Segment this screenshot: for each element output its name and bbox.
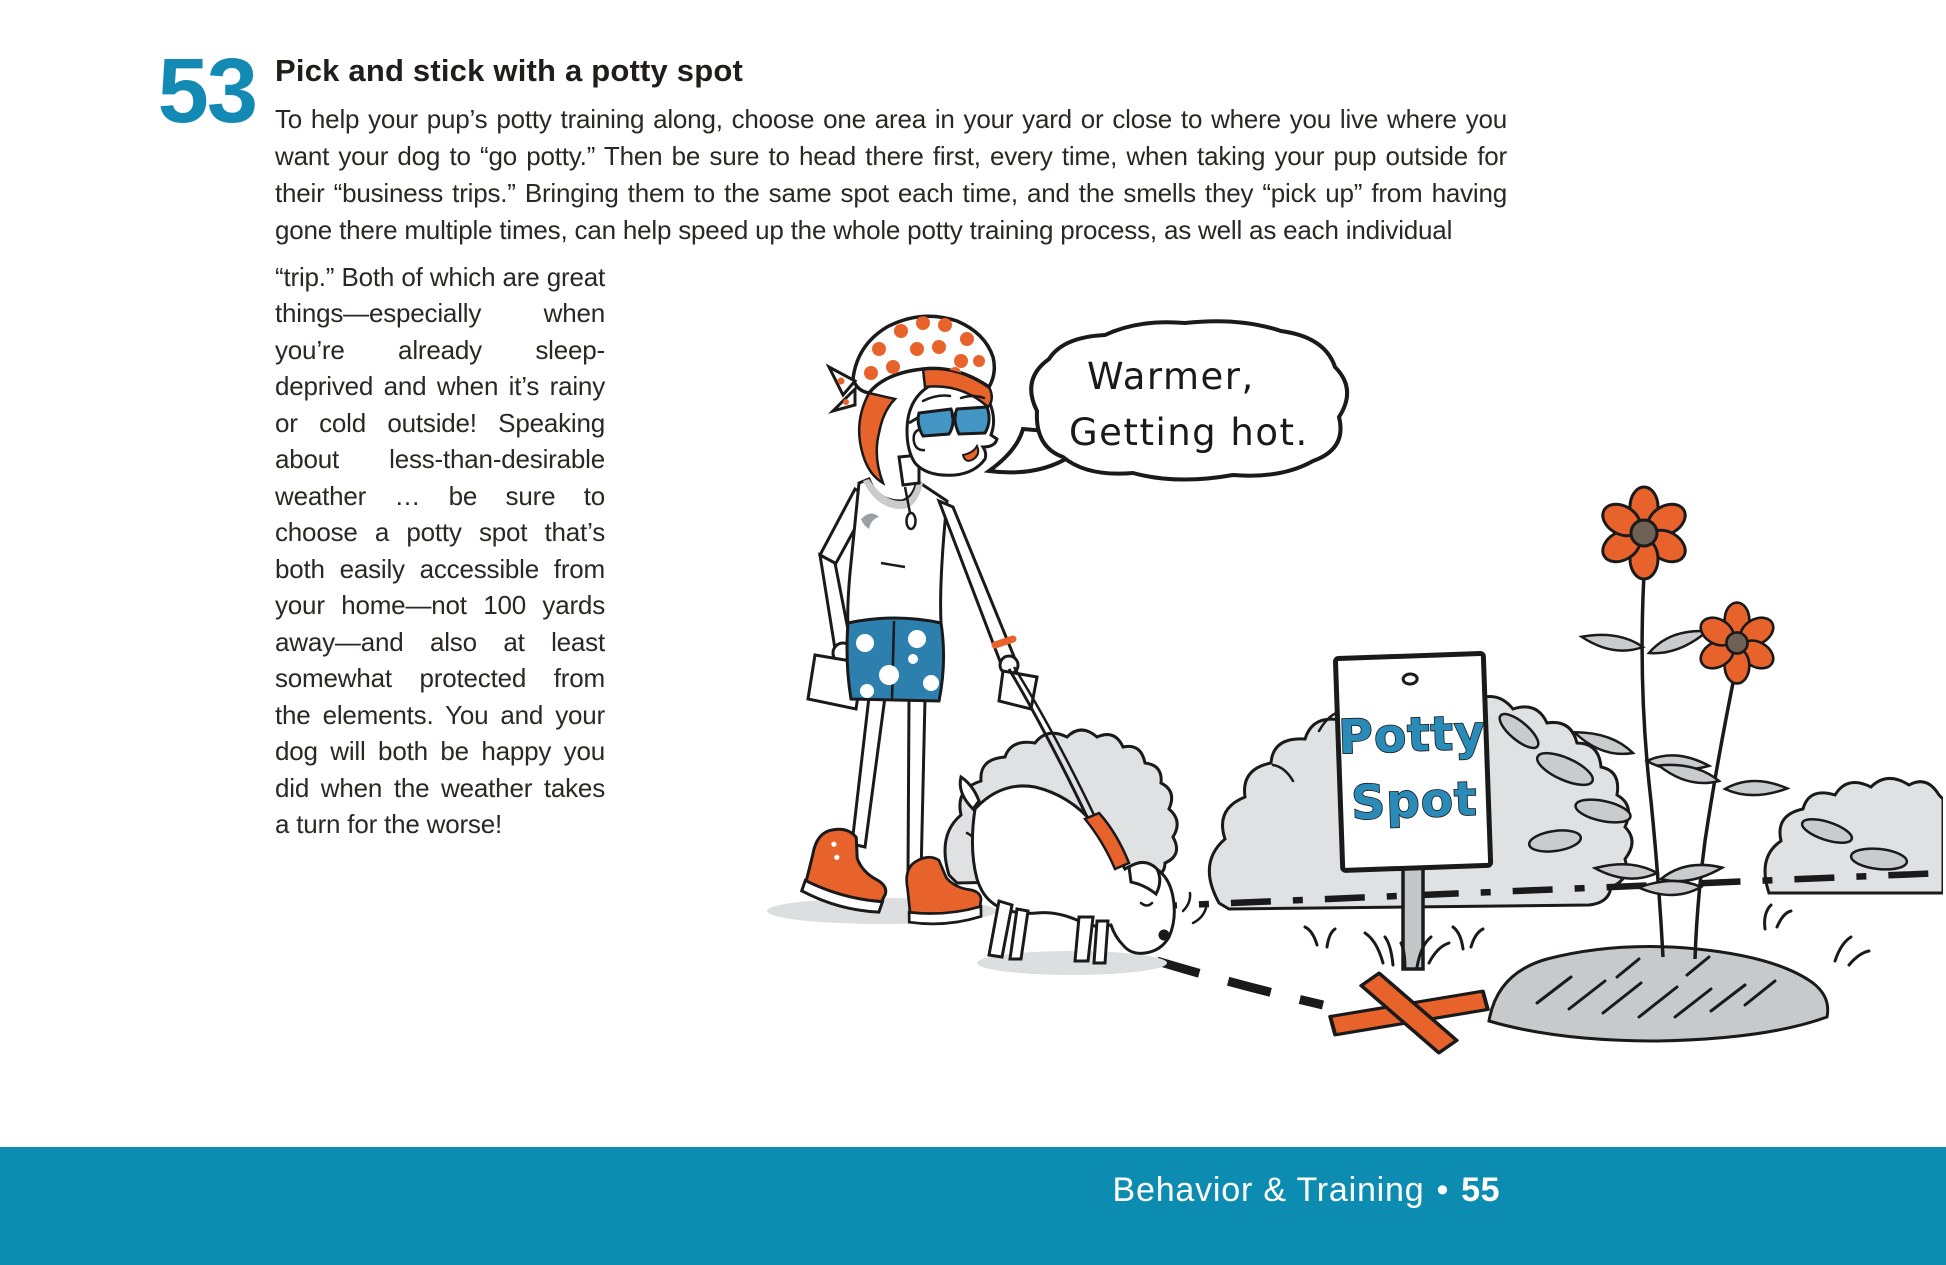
flower-bloom-1 (1597, 487, 1691, 579)
potty-spot-illustration (617, 261, 1943, 1091)
footer-band (0, 1147, 1946, 1265)
sign-line-1: Potty (1337, 705, 1487, 766)
polka-dot-shorts (847, 618, 944, 701)
speech-bubble (989, 321, 1347, 479)
tip-intro-paragraph: To help your pup’s potty training along, choose one area in your yard or close to where you live where you want your dog to “go potty.” Then be sure to head there first, every time, when taking your pup outside for their “business trips.” Bringing them to the same spot each time, and the smells they “pick up” from having gone there multiple times, can help speed up the whole potty training process, as well as each individual (275, 103, 1507, 245)
sign-hole (1403, 674, 1417, 684)
speech-bubble-line-1: Warmer, (1087, 354, 1255, 398)
grass-at-post (1305, 927, 1483, 969)
x-marks-the-spot (1330, 973, 1488, 1053)
illustration-container (617, 261, 1943, 1091)
grass-marks-right (1765, 905, 1869, 965)
dirt-mound (1489, 946, 1828, 1040)
speech-bubble-body (1031, 321, 1347, 479)
footer-section-label: Behavior & Training (1112, 1171, 1425, 1209)
footer-separator: • (1436, 1171, 1450, 1209)
sunglasses (909, 407, 989, 436)
body-row (275, 255, 1506, 1091)
footer-text (1113, 1171, 1500, 1210)
necklace-pendant (907, 513, 916, 529)
dog-front-leg-2 (1094, 921, 1108, 963)
tip-title: Pick and stick with a potty spot (275, 53, 744, 88)
flower-stem-2 (1695, 663, 1737, 959)
flower-bloom-2 (1696, 602, 1778, 683)
tip-number: 53 (157, 40, 256, 142)
speech-bubble-line-2: Getting hot. (1069, 410, 1309, 454)
dog-nose (1159, 929, 1170, 940)
footer-page-number: 55 (1461, 1171, 1500, 1209)
woman-right-leg (908, 699, 925, 875)
tip-column-paragraph: “trip.” Both of which are great things—especially when you’re already sleep-deprived and when it’s rainy or cold outside! Speaking about less-than-desirable weather … be sure to choose a potty spot that’s both easily accessible from your home—not 100 yards away—and also at least somewhat protected from the elements. You and your dog will both be happy you did when the weather takes a turn for the worse! (275, 261, 605, 840)
dog-hind-leg-2 (1010, 909, 1028, 959)
sniff-marks (1183, 893, 1206, 923)
woman-left-leg (852, 697, 885, 847)
ponytail (859, 393, 895, 483)
sign-line-2: Spot (1350, 771, 1479, 831)
sniff-trail-dashes (1157, 961, 1323, 1005)
waste-bag (999, 671, 1037, 709)
